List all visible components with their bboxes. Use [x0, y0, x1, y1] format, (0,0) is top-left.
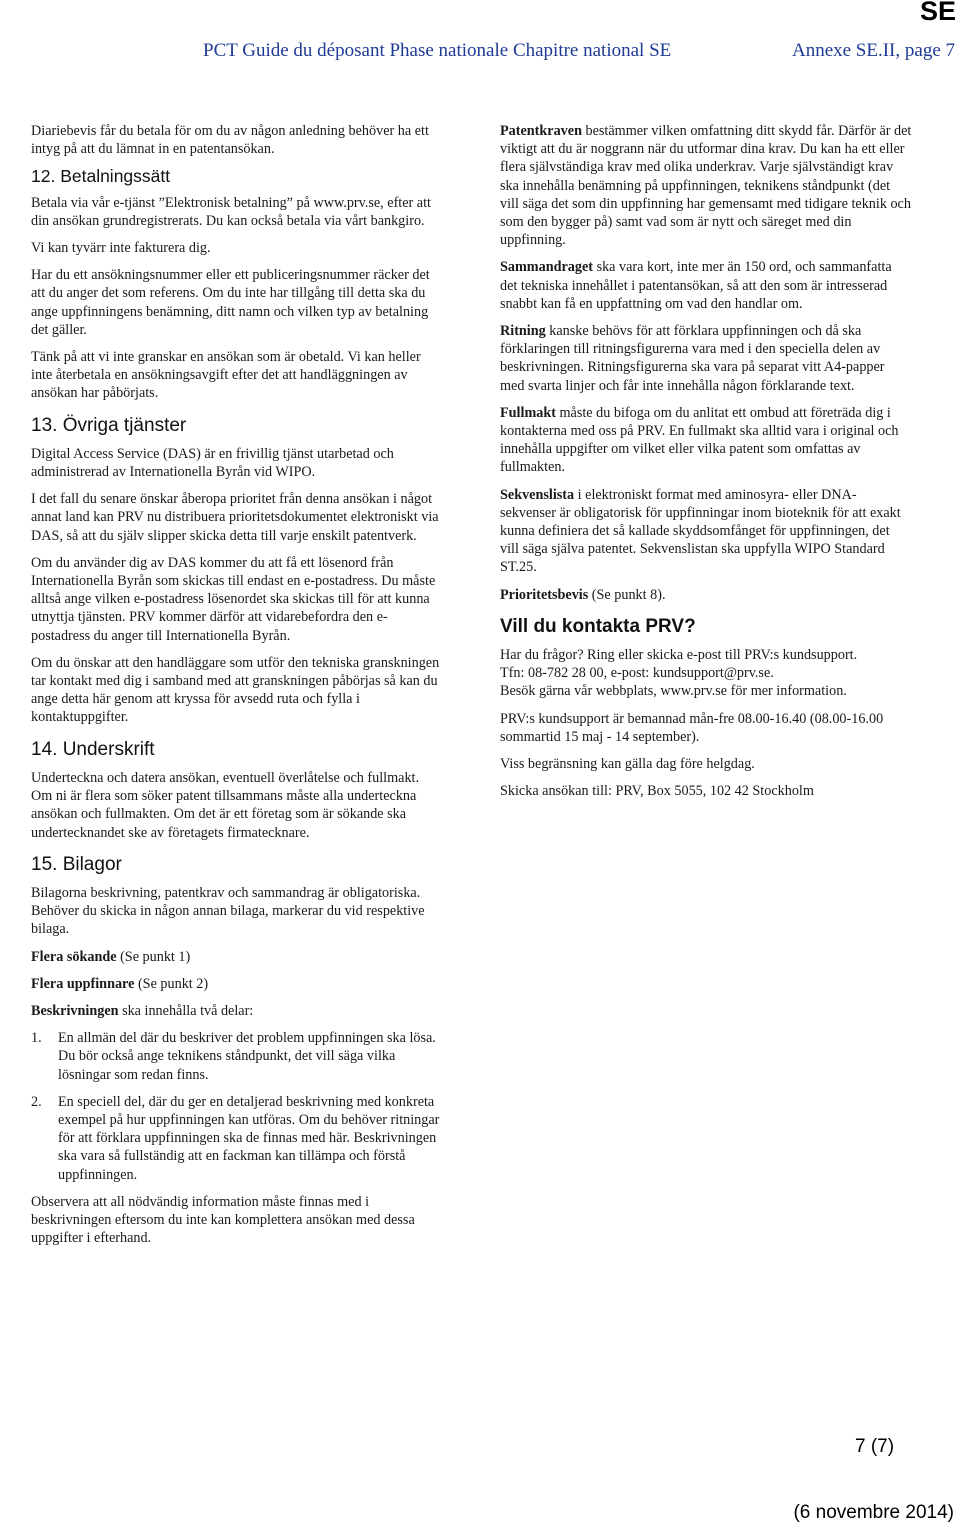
section-12-heading: 12. Betalningssätt	[31, 166, 171, 187]
beskrivningen-label: Beskrivningen	[31, 1002, 119, 1019]
support-hours: PRV:s kundsupport är bemannad mån-fre 08.00-16.40 (08.00-16.00 sommartid 15 maj - 14 september).	[500, 710, 884, 745]
fullmakt-paragraph	[500, 404, 912, 477]
list-item-number: 1.	[31, 1030, 42, 1047]
sekvenslista-paragraph	[500, 486, 912, 577]
right-column	[500, 122, 912, 810]
prioritetsbevis-label: Prioritetsbevis	[500, 586, 589, 603]
ritning-label: Ritning	[500, 323, 546, 340]
sammandraget-label: Sammandraget	[500, 259, 594, 276]
header-title: PCT Guide du déposant Phase nationale Chapitre national SE	[203, 40, 672, 61]
section-14-heading: 14. Underskrift	[31, 738, 155, 760]
list-item	[31, 1029, 443, 1084]
contact-line-3: Besök gärna vår webbplats, www.prv.se för mer information.	[500, 683, 847, 700]
sekvenslista-label: Sekvenslista	[500, 486, 575, 503]
footer-date: (6 novembre 2014)	[793, 1502, 954, 1523]
patentkraven-paragraph	[500, 122, 912, 249]
s15-flera-sokande	[31, 948, 443, 966]
list-item-text: En speciell del, där du ger en detaljerad beskrivning med konkreta exempel på hur uppfinningen kan utföras. Om du behöver ritningar för att förklara uppfinningen ska de finnas med här. Beskrivningen ska vara så fullständig att en fackman kan tillämpa och förstå uppfinningen.	[58, 1093, 440, 1183]
s15-flera-uppfinnare	[31, 975, 443, 993]
page-header	[0, 40, 960, 70]
sekvenslista-text: i elektroniskt format med aminosyra- eller DNA-sekvenser är obligatorisk för uppfinningar inom bioteknik för att exakt kunna definiera det så kallade skyddsomfånget för uppfinningen, det vill säga själva patentet. Sekvenslistan ska uppfylla WIPO Standard ST.25.	[500, 486, 901, 576]
sammandraget-paragraph	[500, 258, 912, 313]
s15-paragraph-1: Bilagorna beskrivning, patentkrav och sammandrag är obligatoriska. Behöver du skicka in någon annan bilaga, markerar du vid respektive bilaga.	[31, 884, 425, 938]
page-number: 7 (7)	[855, 1436, 895, 1457]
flera-sokande-label: Flera sökande	[31, 948, 117, 965]
sammandraget-text: ska vara kort, inte mer än 150 ord, och sammanfatta det tekniska innehållet i patentansökan, så att den som är intresserad snabbt kan få en uppfattning om vad den handlar om.	[500, 259, 892, 312]
prioritetsbevis-paragraph	[500, 586, 912, 604]
header-annex: Annexe SE.II, page 7	[791, 40, 955, 61]
country-code: SE	[919, 0, 956, 26]
s12-paragraph-3: Har du ett ansökningsnummer eller ett publiceringsnummer räcker det att du anger det som referens. Om du inte har tillgång till detta ska du ange uppfinningens benämning, ditt namn och vilken typ av betalning det gäller.	[31, 267, 430, 338]
section-15-heading: 15. Bilagor	[31, 853, 122, 875]
s15-beskrivningen	[31, 1002, 443, 1020]
contact-line-2: Tfn: 08-782 28 00, e-post: kundsupport@prv.se.	[500, 665, 774, 682]
fullmakt-text: måste du bifoga om du anlitat ett ombud att företräda dig i kontakterna med oss på PRV. En fullmakt ska alltid vara i original och innehålla uppgifter om vilket eller vilka patent som omfattas av fullmakten.	[500, 404, 899, 476]
mailing-address: Skicka ansökan till: PRV, Box 5055, 102 42 Stockholm	[500, 783, 814, 800]
left-column	[31, 122, 443, 1256]
section-13-heading: 13. Övriga tjänster	[31, 414, 187, 436]
flera-sokande-ref: (Se punkt 1)	[116, 948, 191, 965]
holiday-restriction: Viss begränsning kan gälla dag före helgdag.	[500, 756, 755, 773]
s13-paragraph-1: Digital Access Service (DAS) är en frivillig tjänst utarbetad och administrerad av Internationella Byrån vid WIPO.	[31, 445, 394, 481]
s15-paragraph-last: Observera att all nödvändig information måste finnas med i beskrivningen eftersom du inte kan komplettera ansökan med dessa uppgifter i efterhand.	[31, 1193, 415, 1247]
fullmakt-label: Fullmakt	[500, 404, 556, 421]
s14-paragraph-1: Underteckna och datera ansökan, eventuell överlåtelse och fullmakt. Om ni är flera som söker patent tillsammans måste alla underteckna ansökan och fullmakten. Om det är ett företag som är sökande ska undertecknandet ske av företagets firmatecknare.	[31, 769, 420, 841]
s13-paragraph-4: Om du önskar att den handläggare som utför den tekniska granskningen tar kontakt med dig i samband med att granskningen påbörjas så kan du ange detta här genom att kryssa för avsedd ruta och fylla i kontaktuppgifter.	[31, 654, 440, 726]
flera-uppfinnare-ref: (Se punkt 2)	[134, 975, 209, 992]
s12-paragraph-4: Tänk på att vi inte granskar en ansökan som är obetald. Vi kan heller inte återbetala en ansökningsavgift efter det att handläggningen av ansökan har påbörjats.	[31, 349, 421, 402]
patentkraven-text: bestämmer vilken omfattning ditt skydd får. Därför är det viktigt att du är noggrann när du utformar dina krav. Du kan ha ett eller flera självständiga krav med olika underkrav. Varje självständigt krav ska innehålla benämning på uppfinningen, teknikens ståndpunkt (det vill säga det som din uppfinning har gemensamt med tidigare teknik och som den bygger på) samt vad som är nytt och säreget med din uppfinning.	[500, 123, 912, 249]
ritning-text: kanske behövs för att förklara uppfinningen och då ska förklaringen till ritningsfigurerna vara med i den speciella delen av beskrivningen. Ritningsfigurerna ska vara på separat vitt A4-papper med svarta linjer och får inte innehålla någon förklarande text.	[500, 323, 885, 394]
description-parts-list	[31, 1029, 443, 1184]
prioritetsbevis-text: (Se punkt 8).	[588, 586, 666, 603]
s13-paragraph-3: Om du använder dig av DAS kommer du att få ett lösenord från Internationella Byrån som skickas till endast en e-postadress. Du måste alltså ange vilken e-postadress lösenordet ska skickas till för att kunna utnyttja tjänsten. PRV kommer därför att vidarebefordra den e-postadress du anger till Internationella Byrån.	[31, 554, 436, 644]
beskrivningen-rest: ska innehålla två delar:	[118, 1002, 254, 1019]
s12-paragraph-2: Vi kan tyvärr inte fakturera dig.	[31, 240, 211, 257]
intro-paragraph: Diariebevis får du betala för om du av någon anledning behöver ha ett intyg på att du lämnat in en patentansökan.	[31, 123, 429, 158]
contact-heading: Vill du kontakta PRV?	[500, 615, 696, 637]
s12-paragraph-1: Betala via vår e-tjänst ”Elektronisk betalning” på www.prv.se, efter att din ansökan grundregistrerats. Du kan också betala via vårt bankgiro.	[31, 194, 431, 229]
patentkraven-label: Patentkraven	[500, 123, 582, 139]
contact-block	[500, 646, 912, 701]
contact-line-1: Har du frågor? Ring eller skicka e-post till PRV:s kundsupport.	[500, 647, 858, 664]
list-item-number: 2.	[31, 1093, 42, 1110]
list-item	[31, 1093, 443, 1184]
flera-uppfinnare-label: Flera uppfinnare	[31, 975, 135, 992]
s13-paragraph-2: I det fall du senare önskar åberopa prioritet från denna ansökan i något annat land kan PRV nu distribuera prioritetsdokumentet elektroniskt via DAS, så att du själv slipper skicka detta till varje enskilt patentverk.	[31, 491, 439, 544]
list-item-text: En allmän del där du beskriver det problem uppfinningen ska lösa. Du bör också ange teknikens ståndpunkt, det vill säga vilka lösningar som redan finns.	[58, 1030, 436, 1083]
ritning-paragraph	[500, 322, 912, 395]
